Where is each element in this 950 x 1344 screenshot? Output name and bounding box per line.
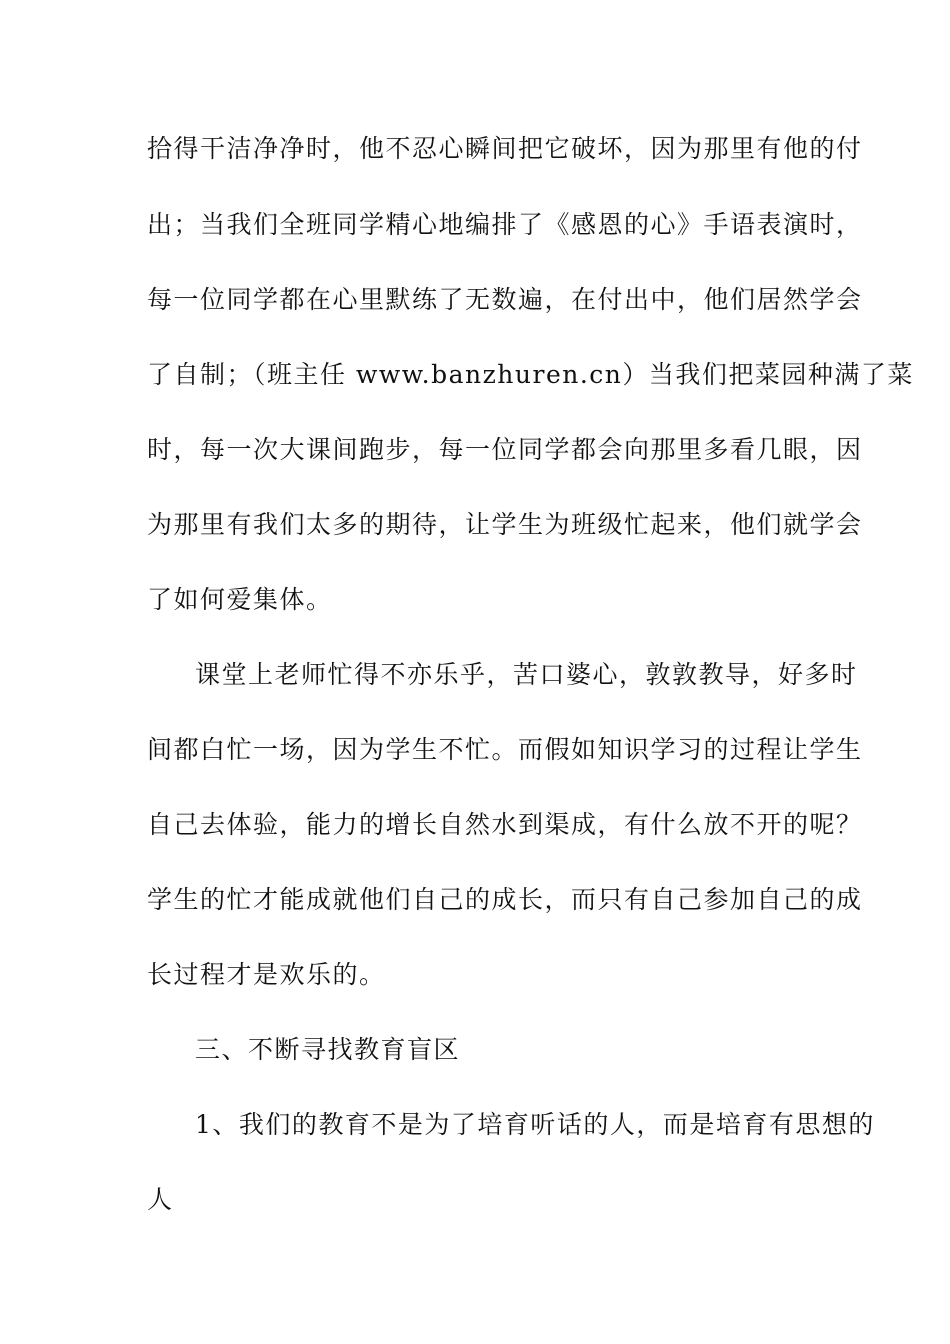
paragraph-start-line: 课堂上老师忙得不亦乐乎，苦口婆心，敦敦教导，好多时 (195, 660, 858, 689)
text-line: 了如何爱集体。 (147, 585, 333, 614)
text-line: 间都白忙一场，因为学生不忙。而假如知识学习的过程让学生 (147, 735, 863, 764)
text-line: 学生的忙才能成就他们自己的成长，而只有自己参加自己的成 (147, 885, 863, 914)
text-line: 拾得干洁净净时，他不忍心瞬间把它破坏，因为那里有他的付 (147, 134, 863, 163)
numbered-item-line: 1、我们的教育不是为了培育听话的人，而是培育有思想的 (195, 1110, 875, 1139)
text-line: 人 (147, 1185, 174, 1214)
text-line: 出；当我们全班同学精心地编排了《感恩的心》手语表演时， (147, 210, 863, 239)
text-line: 每一位同学都在心里默练了无数遍，在付出中，他们居然学会 (147, 285, 863, 314)
text-line: 时，每一次大课间跑步，每一位同学都会向那里多看几眼，因 (147, 435, 863, 464)
text-line: 长过程才是欢乐的。 (147, 960, 386, 989)
text-line: 了自制；（班主任 www.banzhuren.cn）当我们把菜园种满了菜 (147, 360, 914, 389)
section-heading: 三、不断寻找教育盲区 (195, 1035, 461, 1064)
text-line: 为那里有我们太多的期待，让学生为班级忙起来，他们就学会 (147, 510, 863, 539)
text-line: 自己去体验，能力的增长自然水到渠成，有什么放不开的呢？ (147, 810, 863, 839)
